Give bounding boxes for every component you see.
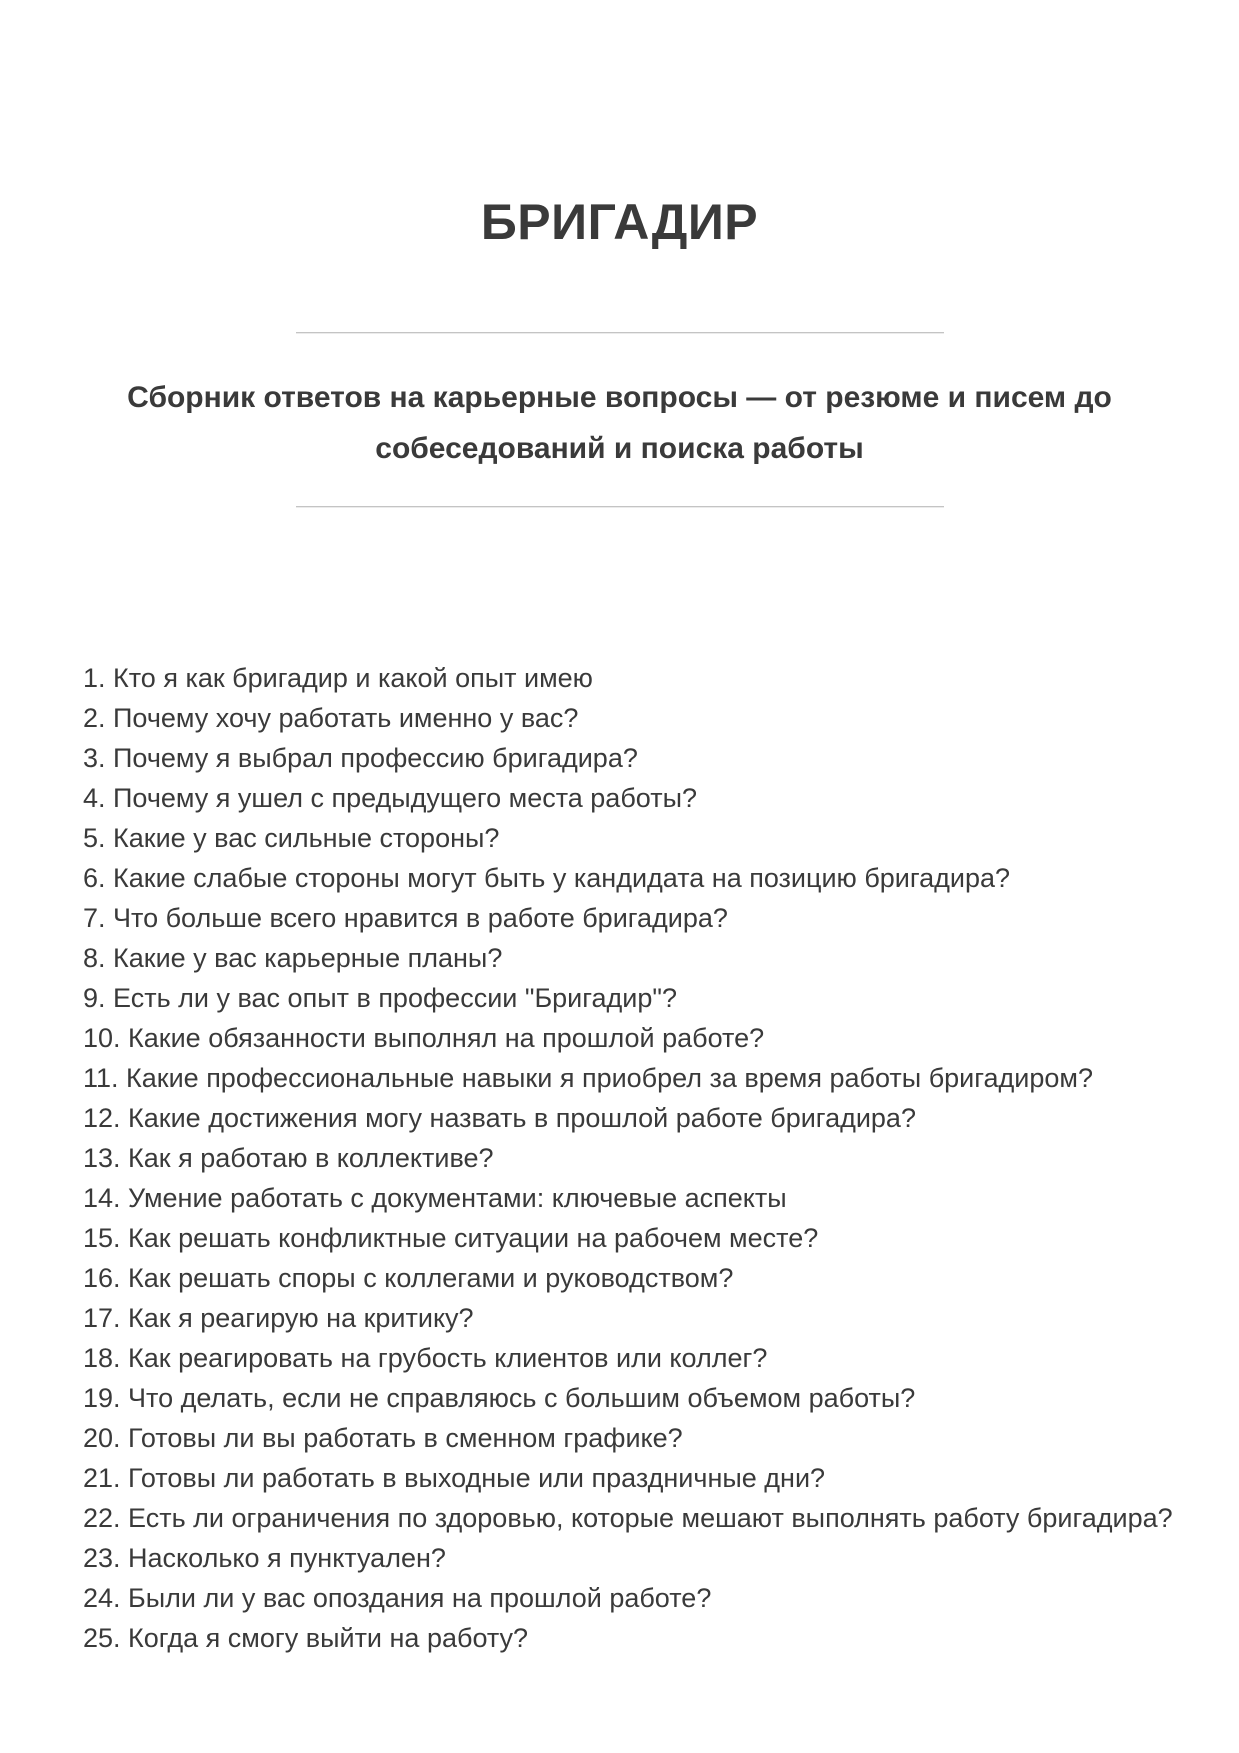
question-item: 2. Почему хочу работать именно у вас? xyxy=(83,703,579,733)
question-item: 16. Как решать споры с коллегами и руководством? xyxy=(83,1263,734,1293)
question-item: 1. Кто я как бригадир и какой опыт имею xyxy=(83,663,593,693)
question-item: 23. Насколько я пунктуален? xyxy=(83,1543,446,1573)
question-item: 7. Что больше всего нравится в работе бригадира? xyxy=(83,903,728,933)
page-title: БРИГАДИР xyxy=(480,194,759,250)
question-item: 14. Умение работать с документами: ключевые аспекты xyxy=(83,1183,787,1213)
question-item: 6. Какие слабые стороны могут быть у кандидата на позицию бригадира? xyxy=(83,863,1011,893)
question-list xyxy=(0,658,1239,1658)
question-item: 4. Почему я ушел с предыдущего места работы? xyxy=(83,783,697,813)
question-item: 17. Как я реагирую на критику? xyxy=(83,1303,474,1333)
question-item: 9. Есть ли у вас опыт в профессии "Бригадир"? xyxy=(83,983,677,1013)
divider-bottom xyxy=(296,506,944,508)
question-item: 8. Какие у вас карьерные планы? xyxy=(83,943,503,973)
question-item: 20. Готовы ли вы работать в сменном графике? xyxy=(83,1423,683,1453)
question-item: 3. Почему я выбрал профессию бригадира? xyxy=(83,743,638,773)
question-item: 18. Как реагировать на грубость клиентов или коллег? xyxy=(83,1343,768,1373)
question-item: 19. Что делать, если не справляюсь с большим объемом работы? xyxy=(83,1383,916,1413)
question-item: 24. Были ли у вас опоздания на прошлой работе? xyxy=(83,1583,712,1613)
question-item: 13. Как я работаю в коллективе? xyxy=(83,1143,494,1173)
question-item: 12. Какие достижения могу назвать в прошлой работе бригадира? xyxy=(83,1103,916,1133)
question-item: 5. Какие у вас сильные стороны? xyxy=(83,823,500,853)
question-item: 22. Есть ли ограничения по здоровью, которые мешают выполнять работу бригадира? xyxy=(83,1503,1173,1533)
question-item: 15. Как решать конфликтные ситуации на рабочем месте? xyxy=(83,1223,819,1253)
question-item: 10. Какие обязанности выполнял на прошлой работе? xyxy=(83,1023,765,1053)
question-item: 25. Когда я смогу выйти на работу? xyxy=(83,1623,529,1653)
question-item: 11. Какие профессиональные навыки я приобрел за время работы бригадиром? xyxy=(83,1063,1093,1093)
question-item: 21. Готовы ли работать в выходные или праздничные дни? xyxy=(83,1463,826,1493)
divider-top xyxy=(296,332,944,334)
page-subtitle: Сборник ответов на карьерные вопросы — от резюме и писем до собеседований и поиска работы xyxy=(127,381,1112,465)
